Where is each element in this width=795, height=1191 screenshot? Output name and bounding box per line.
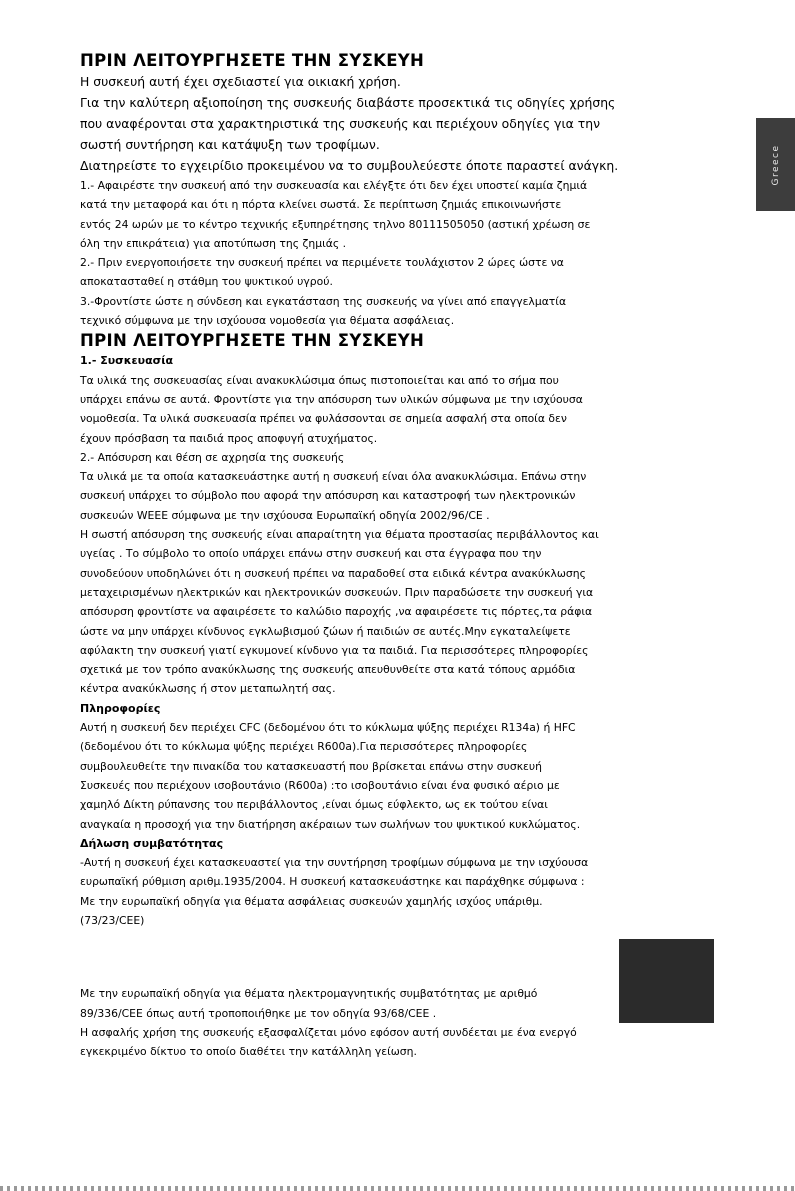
intro-line: που αναφέρονται στα χαρακτηριστικά της συσκευής και περιέχουν οδηγίες για την [80,116,600,131]
intro-line: Διατηρείστε το εγχειρίδιο προκειμένου να το συμβουλεύεστε όποτε παραστεί ανάγκη. [80,158,619,173]
step-line: 3.-Φροντίστε ώστε η σύνδεση και εγκατάσταση της συσκευής να γίνει από επαγγελματία [80,294,567,308]
step-line: όλη την επικράτεια) για αποτύπωση της ζημιάς . [80,236,347,250]
disposal-line: συσκευή υπάρχει το σύμβολο που αφορά την απόσυρση και καταστροφή των ηλεκτρονικών [80,489,576,503]
packaging-line: υπάρχει επάνω σε αυτά. Φροντίστε για την απόσυρση των υλικών σύμφωνα με την ισχύουσα [80,392,583,406]
disposal-line: κέντρα ανακύκλωσης ή στον μεταπωλητή σας. [80,682,336,696]
info-line: χαμηλό Δίκτη ρύπανσης του περιβάλλοντος ,είναι όμως εύφλεκτο, ως εκ τούτου είναι [80,798,548,812]
step-line: 2.- Πριν ενεργοποιήσετε την συσκευή πρέπει να περιμένετε τουλάχιστον 2 ώρες ώστε να [80,256,564,270]
conformity-line: (73/23/CEE) [80,913,145,927]
conformity-heading: Δήλωση συμβατότητας [80,836,224,850]
intro-line: Για την καλύτερη αξιοποίηση της συσκευής διαβάστε προσεκτικά τις οδηγίες χρήσης [80,95,616,110]
language-tab [756,118,795,211]
step-line: κατά την μεταφορά και ότι η πόρτα κλείνει σωστά. Σε περίπτωση ζημιάς επικοινωνήστε [80,198,562,212]
step-line: εντός 24 ωρών με το κέντρο τεχνικής εξυπηρέτησης τηλνο 80111505050 (αστική χρέωση σε [80,217,591,231]
info-heading: Πληροφορίες [80,701,161,715]
emc-line: 89/336/CEE όπως αυτή τροποποιήθηκε με τον οδηγία 93/68/CEE . [80,1006,437,1020]
disposal-line: συσκευών WEEE σύμφωνα με την ισχύουσα Ευρωπαϊκή οδηγία 2002/96/CE . [80,508,490,522]
disposal-line: υγείας . Το σύμβολο το οποίο υπάρχει επάνω στην συσκευή και στα έγγραφα που την [80,547,542,561]
info-line: αναγκαία η προσοχή για την διατήρηση ακέραιων των σωλήνων του ψυκτικού κυκλώματος. [80,817,581,831]
step-line: τεχνικό σύμφωνα με την ισχύουσα νομοθεσία για θέματα ασφάλειας. [80,314,455,328]
conformity-line: Με την ευρωπαϊκή οδηγία για θέματα ασφάλειας συσκευών χαμηλής ισχύος υπάριθμ. [80,894,543,908]
disposal-line: απόσυρση φροντίστε να αφαιρέσετε το καλώδιο παροχής ,να αφαιρέσετε τις πόρτες,τα ράφια [80,605,593,619]
document-body [80,50,680,1061]
step-line: αποκατασταθεί η στάθμη του ψυκτικού υγρού. [80,275,333,289]
disposal-line: ώστε να μην υπάρχει κίνδυνος εγκλωβισμού ζώων ή παιδιών σε αυτές.Μην εγκαταλείψετε [80,624,571,638]
disposal-line: συνοδεύουν υποδηλώνει ότι η συσκευή πρέπει να παραδοθεί στα ειδικά κέντρα ανακύκλωσης [80,566,586,580]
info-line: Συσκευές που περιέχουν ισοβουτάνιο (R600a) :το ισοβουτάνιο είναι ένα φυσικό αέριο με [80,778,560,792]
disposal-heading: 2.- Απόσυρση και θέση σε αχρησία της συσκευής [80,450,345,464]
disposal-line: σχετικά με τον τρόπο ανακύκλωσης της συσκευής απευθυνθείτε στα κατά τόπους αρμόδια [80,663,576,677]
disposal-line: Η σωστή απόσυρση της συσκευής είναι απαραίτητη για θέματα προστασίας περιβάλλοντος και [80,528,599,542]
step-line: 1.- Αφαιρέστε την συσκευή από την συσκευασία και ελέγξτε ότι δεν έχει υποστεί καμία ζημιά [80,179,588,192]
disposal-line: αφύλακτη την συσκευή γιατί εγκυμονεί κίνδυνο για τα παιδιά. Για περισσότερες πληροφορίες [80,643,589,657]
packaging-heading: 1.- Συσκευασία [80,354,174,368]
section-title-1: ΠΡΙΝ ΛΕΙΤΟΥΡΓΗΣΕΤΕ ΤΗΝ ΣΥΣΚΕΥΗ [80,51,425,70]
scan-bottom-edge [0,1186,795,1191]
intro-line: σωστή συντήρηση και κατάψυξη των τροφίμων. [80,137,380,152]
conformity-line: -Αυτή η συσκευή έχει κατασκευαστεί για την συντήρηση τροφίμων σύμφωνα με την ισχύουσα [80,856,589,870]
emc-line: Η ασφαλής χρήση της συσκευής εξασφαλίζεται μόνο εφόσον αυτή συνδέεται με ένα ενεργό [80,1025,577,1039]
disposal-line: Τα υλικά με τα οποία κατασκευάστηκε αυτή η συσκευή είναι όλα ανακυκλώσιμα. Επάνω στην [80,470,587,484]
emc-line: Με την ευρωπαϊκή οδηγία για θέματα ηλεκτρομαγνητικής συμβατότητας με αριθμό [80,987,538,1001]
disposal-line: μεταχειρισμένων ηλεκτρικών και ηλεκτρονικών συσκευών. Πριν παραδώσετε την συσκευή για [80,585,594,599]
emc-line: εγκεκριμένο δίκτυο το οποίο διαθέτει την κατάλληλη γείωση. [80,1045,417,1059]
info-line: Αυτή η συσκευή δεν περιέχει CFC (δεδομένου ότι το κύκλωμα ψύξης περιέχει R134a) ή HFC [80,721,576,735]
intro-line: Η συσκευή αυτή έχει σχεδιαστεί για οικιακή χρήση. [80,74,401,89]
conformity-line: ευρωπαϊκή ρύθμιση αριθμ.1935/2004. Η συσκευή κατασκευάστηκε και παράχθηκε σύμφωνα : [80,875,585,889]
packaging-line: νομοθεσία. Τα υλικά συσκευασία πρέπει να φυλάσσονται σε σημεία ασφαλή στα οποία δεν [80,412,567,426]
info-line: (δεδομένου ότι το κύκλωμα ψύξης περιέχει R600a).Για περισσότερες πληροφορίες [80,740,528,754]
language-tab-label: Greece [770,143,781,186]
packaging-line: Τα υλικά της συσκευασίας είναι ανακυκλώσιμα όπως πιστοποιείται και από το σήμα που [80,373,559,387]
packaging-line: έχουν πρόσβαση τα παιδιά προς αποφυγή ατυχήματος. [80,431,378,445]
blank-gap [80,930,680,984]
info-line: συμβουλευθείτε την πινακίδα του κατασκευαστή που βρίσκεται επάνω στην συσκευή [80,759,542,773]
section-title-2: ΠΡΙΝ ΛΕΙΤΟΥΡΓΗΣΕΤΕ ΤΗΝ ΣΥΣΚΕΥΗ [80,331,425,351]
